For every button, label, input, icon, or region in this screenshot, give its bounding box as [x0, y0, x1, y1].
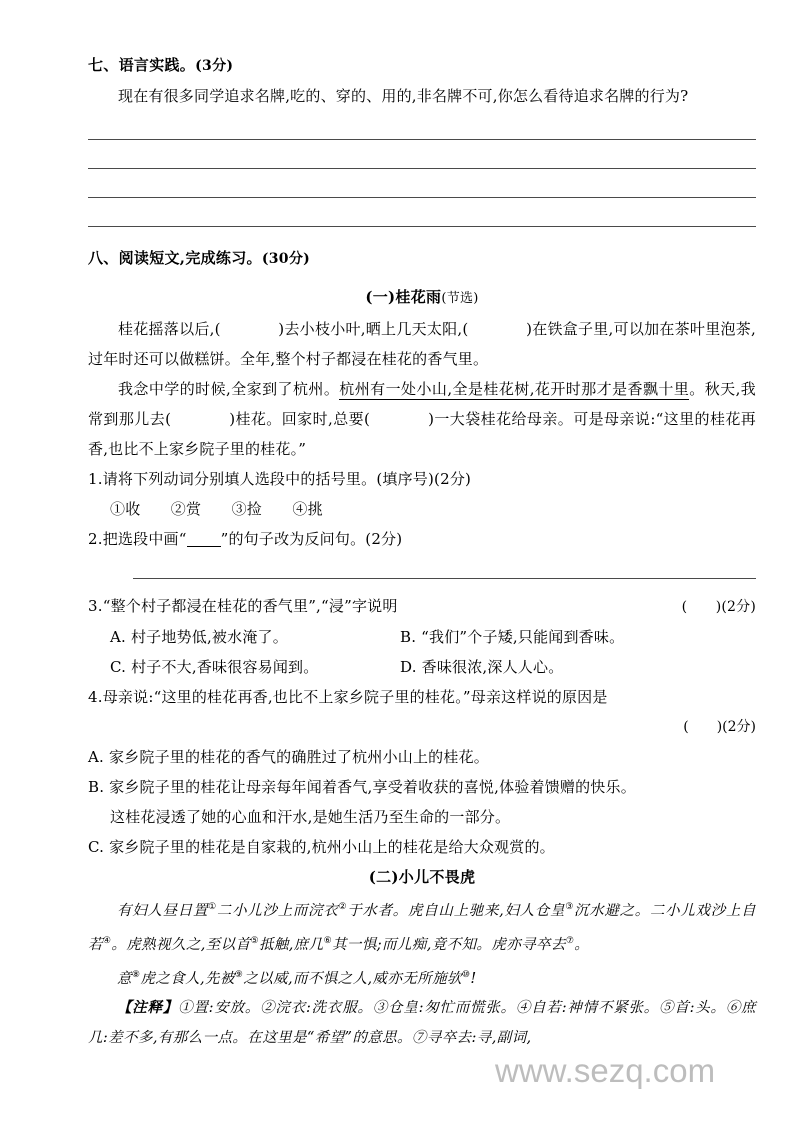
answer-line[interactable]	[88, 168, 756, 169]
question-3	[88, 591, 756, 622]
note-ref-5: ⑤	[250, 935, 259, 946]
question-3-number: 3.	[88, 597, 103, 615]
question-4-number: 4.	[88, 688, 103, 706]
blank-paren-1[interactable]	[221, 320, 279, 338]
notes-text: ①置:安放。②浣衣:洗衣服。③仓皇:匆忙而慌张。④自若:神情不紧张。⑤首:头。⑥庶几:差不多,有那么一点。在这里是“希望”的意思。⑦寻卒去:寻,副词,	[88, 1000, 756, 1047]
p2-seg-d: )一大袋桂花给母亲。可是母亲说:“这里的桂花再香,也比不上家乡院子里的桂花。”	[88, 410, 756, 458]
site-watermark: www.sezq.com	[495, 1052, 716, 1089]
question-2-stem-before: 把选段中画“	[102, 530, 187, 548]
page-content	[88, 52, 756, 1053]
section-8-points: (30分)	[261, 251, 311, 267]
question-3-option-a[interactable]: A. 村子地势低,被水淹了。	[110, 628, 288, 646]
passage-1-title-note: (节选)	[441, 291, 479, 306]
inline-blank-underline	[187, 546, 221, 547]
note-ref-10: ⑩	[461, 969, 471, 980]
question-3-answer-mark[interactable]: ( )(2分)	[681, 599, 756, 615]
question-4-option-b-line-2[interactable]: 这桂花浸透了她的心血和汗水,是她生活乃至生命的一部分。	[110, 808, 511, 826]
question-3-options-row-1	[88, 622, 756, 652]
p2-seg-a: 我念中学的时候,全家到了杭州。	[118, 380, 340, 398]
passage-1-paragraph-2	[88, 374, 756, 464]
question-2-number: 2.	[88, 530, 103, 548]
question-1-stem: 请将下列动词分别填人选段中的括号里。(填序号)(2分)	[102, 470, 472, 488]
question-1	[88, 464, 756, 494]
note-ref-3: ③	[565, 902, 574, 912]
passage-1-title	[88, 282, 756, 314]
section-7-prompt: 现在有很多同学追求名牌,吃的、穿的、用的,非名牌不可,你怎么看待追求名牌的行为?	[118, 87, 689, 105]
section-8-heading	[88, 245, 756, 272]
question-2	[88, 524, 756, 554]
p1-seg-c: )在铁盒子里,可以加在茶叶里泡茶,过年时还可以做糕饼。全年,整个村子都浸在桂花的香气里。	[88, 320, 756, 368]
passage-2-line-1: 有妇人昼日置①二小儿沙上而浣衣②于水者。虎自山上驰来,妇人仓皇③沉水避之。二小儿戏沙上自若④。虎熟视久之,至以首⑤抵触,庶几⑥其一惧;而儿痴,竟不知。虎亦寻卒去⑦。	[88, 902, 757, 953]
answer-line[interactable]	[88, 197, 756, 198]
question-3-option-b[interactable]: B. “我们”个子矮,只能闻到香味。	[400, 628, 625, 646]
question-3-option-d[interactable]: D. 香味很浓,深人人心。	[400, 658, 564, 676]
p1-seg-a: 桂花摇落以后,(	[118, 320, 221, 338]
note-ref-8: ⑧	[131, 969, 141, 980]
note-ref-4: ④	[102, 935, 112, 946]
section-7-title: 七、语言实践。	[88, 56, 196, 74]
question-4-stem: 母亲说:“这里的桂花再香,也比不上家乡院子里的桂花。”母亲这样说的原因是	[102, 688, 608, 706]
notes-label: 【注释】	[117, 999, 179, 1017]
blank-paren-4[interactable]	[370, 410, 428, 428]
passage-2-line-2: 意⑧虎之食人,先被⑨之以威,而不惧之人,威亦无所施欤⑩!	[117, 969, 477, 987]
question-1-number: 1.	[88, 470, 103, 488]
question-4-option-a[interactable]: A. 家乡院子里的桂花的香气的确胜过了杭州小山上的桂花。	[88, 748, 489, 766]
blank-paren-2[interactable]	[468, 320, 526, 338]
p2-seg-b: 。秋天,我常到那儿去(	[88, 380, 756, 428]
passage-2-title: (二)小儿不畏虎	[368, 868, 476, 886]
passage-1-paragraph-1	[88, 314, 756, 374]
note-ref-1: ①	[208, 902, 217, 912]
section-8-title: 八、阅读短文,完成练习。	[88, 249, 262, 267]
question-3-options-row-2	[88, 652, 756, 682]
section-7-heading	[88, 52, 756, 79]
underlined-sentence: 杭州有一处小山,全是桂花树,花开时那才是香飘十里	[339, 380, 690, 398]
question-4-answer-mark[interactable]: ( )(2分)	[683, 719, 756, 735]
question-3-stem: “整个村子都浸在桂花的香气里”,“浸”字说明	[102, 597, 398, 615]
p2-seg-c: )桂花。回家时,总要(	[229, 410, 371, 428]
question-4-option-b-line-1[interactable]: B. 家乡院子里的桂花让母亲每年闻着香气,享受着收获的喜悦,体验着馈赠的快乐。	[88, 778, 636, 796]
note-ref-6: ⑥	[323, 935, 333, 946]
question-3-text	[88, 591, 398, 621]
question-3-option-c[interactable]: C. 村子不大,香味很容易闻到。	[110, 658, 319, 676]
section-7-answer-lines[interactable]	[88, 139, 756, 227]
passage-2-notes	[88, 993, 756, 1053]
passage-1-title-main: (一)桂花雨	[365, 288, 442, 306]
question-2-stem-after: ”的句子改为反问句。(2分)	[220, 530, 403, 548]
note-ref-9: ⑨	[234, 969, 244, 980]
p1-seg-b: )去小枝小叶,晒上几天太阳,(	[278, 320, 469, 338]
question-4	[88, 682, 756, 712]
blank-paren-3[interactable]	[171, 410, 229, 428]
note-ref-7: ⑦	[565, 935, 575, 946]
section-7-points: (3分)	[195, 58, 234, 74]
question-1-choices[interactable]: ①收 ②赏 ③捡 ④挑	[110, 500, 323, 518]
note-ref-2: ②	[338, 902, 348, 912]
question-4-option-c[interactable]: C. 家乡院子里的桂花是自家栽的,杭州小山上的桂花是给大众观赏的。	[88, 838, 555, 856]
answer-line[interactable]	[88, 139, 756, 140]
